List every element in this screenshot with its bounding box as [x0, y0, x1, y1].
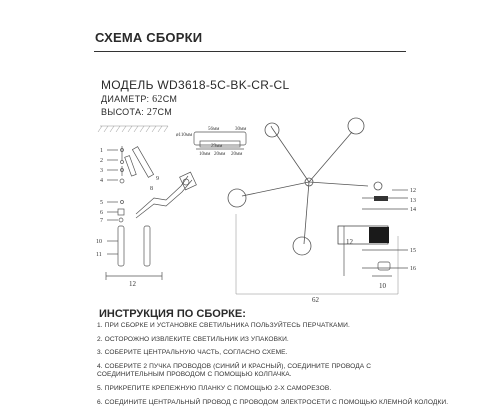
- dim-e: 20мм: [214, 152, 226, 157]
- callout-5: 5: [100, 200, 103, 206]
- header-divider: [94, 51, 406, 52]
- bottom-width-label: 62: [312, 296, 319, 304]
- height-unit: СМ: [157, 107, 172, 117]
- canopy-dimensions: [176, 127, 247, 157]
- dim-f: 20мм: [231, 152, 243, 157]
- dim-d: 10мм: [199, 152, 211, 157]
- callout-2: 2: [100, 158, 103, 164]
- instruction-steps: [97, 322, 449, 412]
- callout-6: 6: [100, 210, 103, 216]
- dim-canopy-diameter: ø110мм: [176, 133, 193, 138]
- instruction-step: 3. СОБЕРИТЕ ЦЕНТРАЛЬНУЮ ЧАСТЬ, СОГЛАСНО СХЕМЕ.: [97, 349, 288, 357]
- callout-3: 3: [100, 168, 103, 174]
- callout-1: 1: [100, 148, 103, 154]
- instruction-step: 6. СОЕДИНИТЕ ЦЕНТРАЛЬНЫЙ ПРОВОД С ПРОВОДОМ ЭЛЕКТРОСЕТИ С ПОМОЩЬЮ КЛЕМНОЙ КОЛОДКИ.: [97, 398, 449, 406]
- callout-10: 10: [96, 239, 102, 245]
- callout-9: 9: [156, 176, 159, 182]
- dim-b: 30мм: [235, 127, 247, 132]
- callout-7: 7: [100, 218, 103, 224]
- page-title: СХЕМА СБОРКИ: [95, 30, 203, 45]
- instructions-title: ИНСТРУКЦИЯ ПО СБОРКЕ:: [99, 308, 246, 320]
- dim-c: 29мм: [211, 144, 223, 149]
- hardware-parts: [96, 146, 196, 288]
- model-name: МОДЕЛЬ WD3618-5C-BK-CR-CL: [101, 78, 290, 92]
- right-width-label: 10: [379, 282, 386, 290]
- callout-12: 12: [410, 188, 416, 194]
- ceiling-hatch: [98, 126, 168, 132]
- height-label: ВЫСОТА:: [101, 107, 145, 117]
- callout-11: 11: [96, 252, 102, 258]
- diameter-label: ДИАМЕТР:: [101, 94, 150, 104]
- diameter-value: 62: [152, 94, 163, 105]
- callout-16: 16: [410, 266, 416, 272]
- instruction-step: 5. ПРИКРЕПИТЕ КРЕПЕЖНУЮ ПЛАНКУ С ПОМОЩЬЮ 2-Х САМОРЕЗОВ.: [97, 384, 332, 392]
- diameter-unit: СМ: [162, 94, 178, 104]
- product-meta: [101, 78, 289, 118]
- instruction-step: 2. ОСТОРОЖНО ИЗВЛЕКИТЕ СВЕТИЛЬНИК ИЗ УПАКОВКИ.: [97, 335, 289, 343]
- callout-4: 4: [100, 178, 103, 184]
- right-height-label: 12: [346, 238, 353, 246]
- callout-15: 15: [410, 248, 416, 254]
- diameter-row: [101, 94, 289, 105]
- instruction-step: 1. ПРИ СБОРКЕ И УСТАНОВКЕ СВЕТИЛЬНИКА ПОЛЬЗУЙТЕСЬ ПЕРЧАТКАМИ.: [97, 322, 350, 329]
- callout-8: 8: [150, 186, 153, 192]
- callout-13: 13: [410, 198, 416, 204]
- side-view: [338, 188, 416, 290]
- assembly-diagram: [96, 116, 416, 304]
- instruction-step: 4. СОБЕРИТЕ 2 ПУЧКА ПРОВОДОВ (СИНИЙ И КРАСНЫЙ), СОЕДИНИТЕ ПРОВОДА С СОЕДИНИТЕЛЬНЫМ ПРОВОДОМ С ПОМОЩЬЮ КОЛПАЧКА.: [97, 362, 372, 379]
- callout-14: 14: [410, 207, 416, 213]
- height-value: 27: [146, 107, 158, 118]
- header: [0, 0, 500, 64]
- left-width-label: 12: [129, 280, 136, 288]
- dim-a: 56мм: [208, 127, 220, 132]
